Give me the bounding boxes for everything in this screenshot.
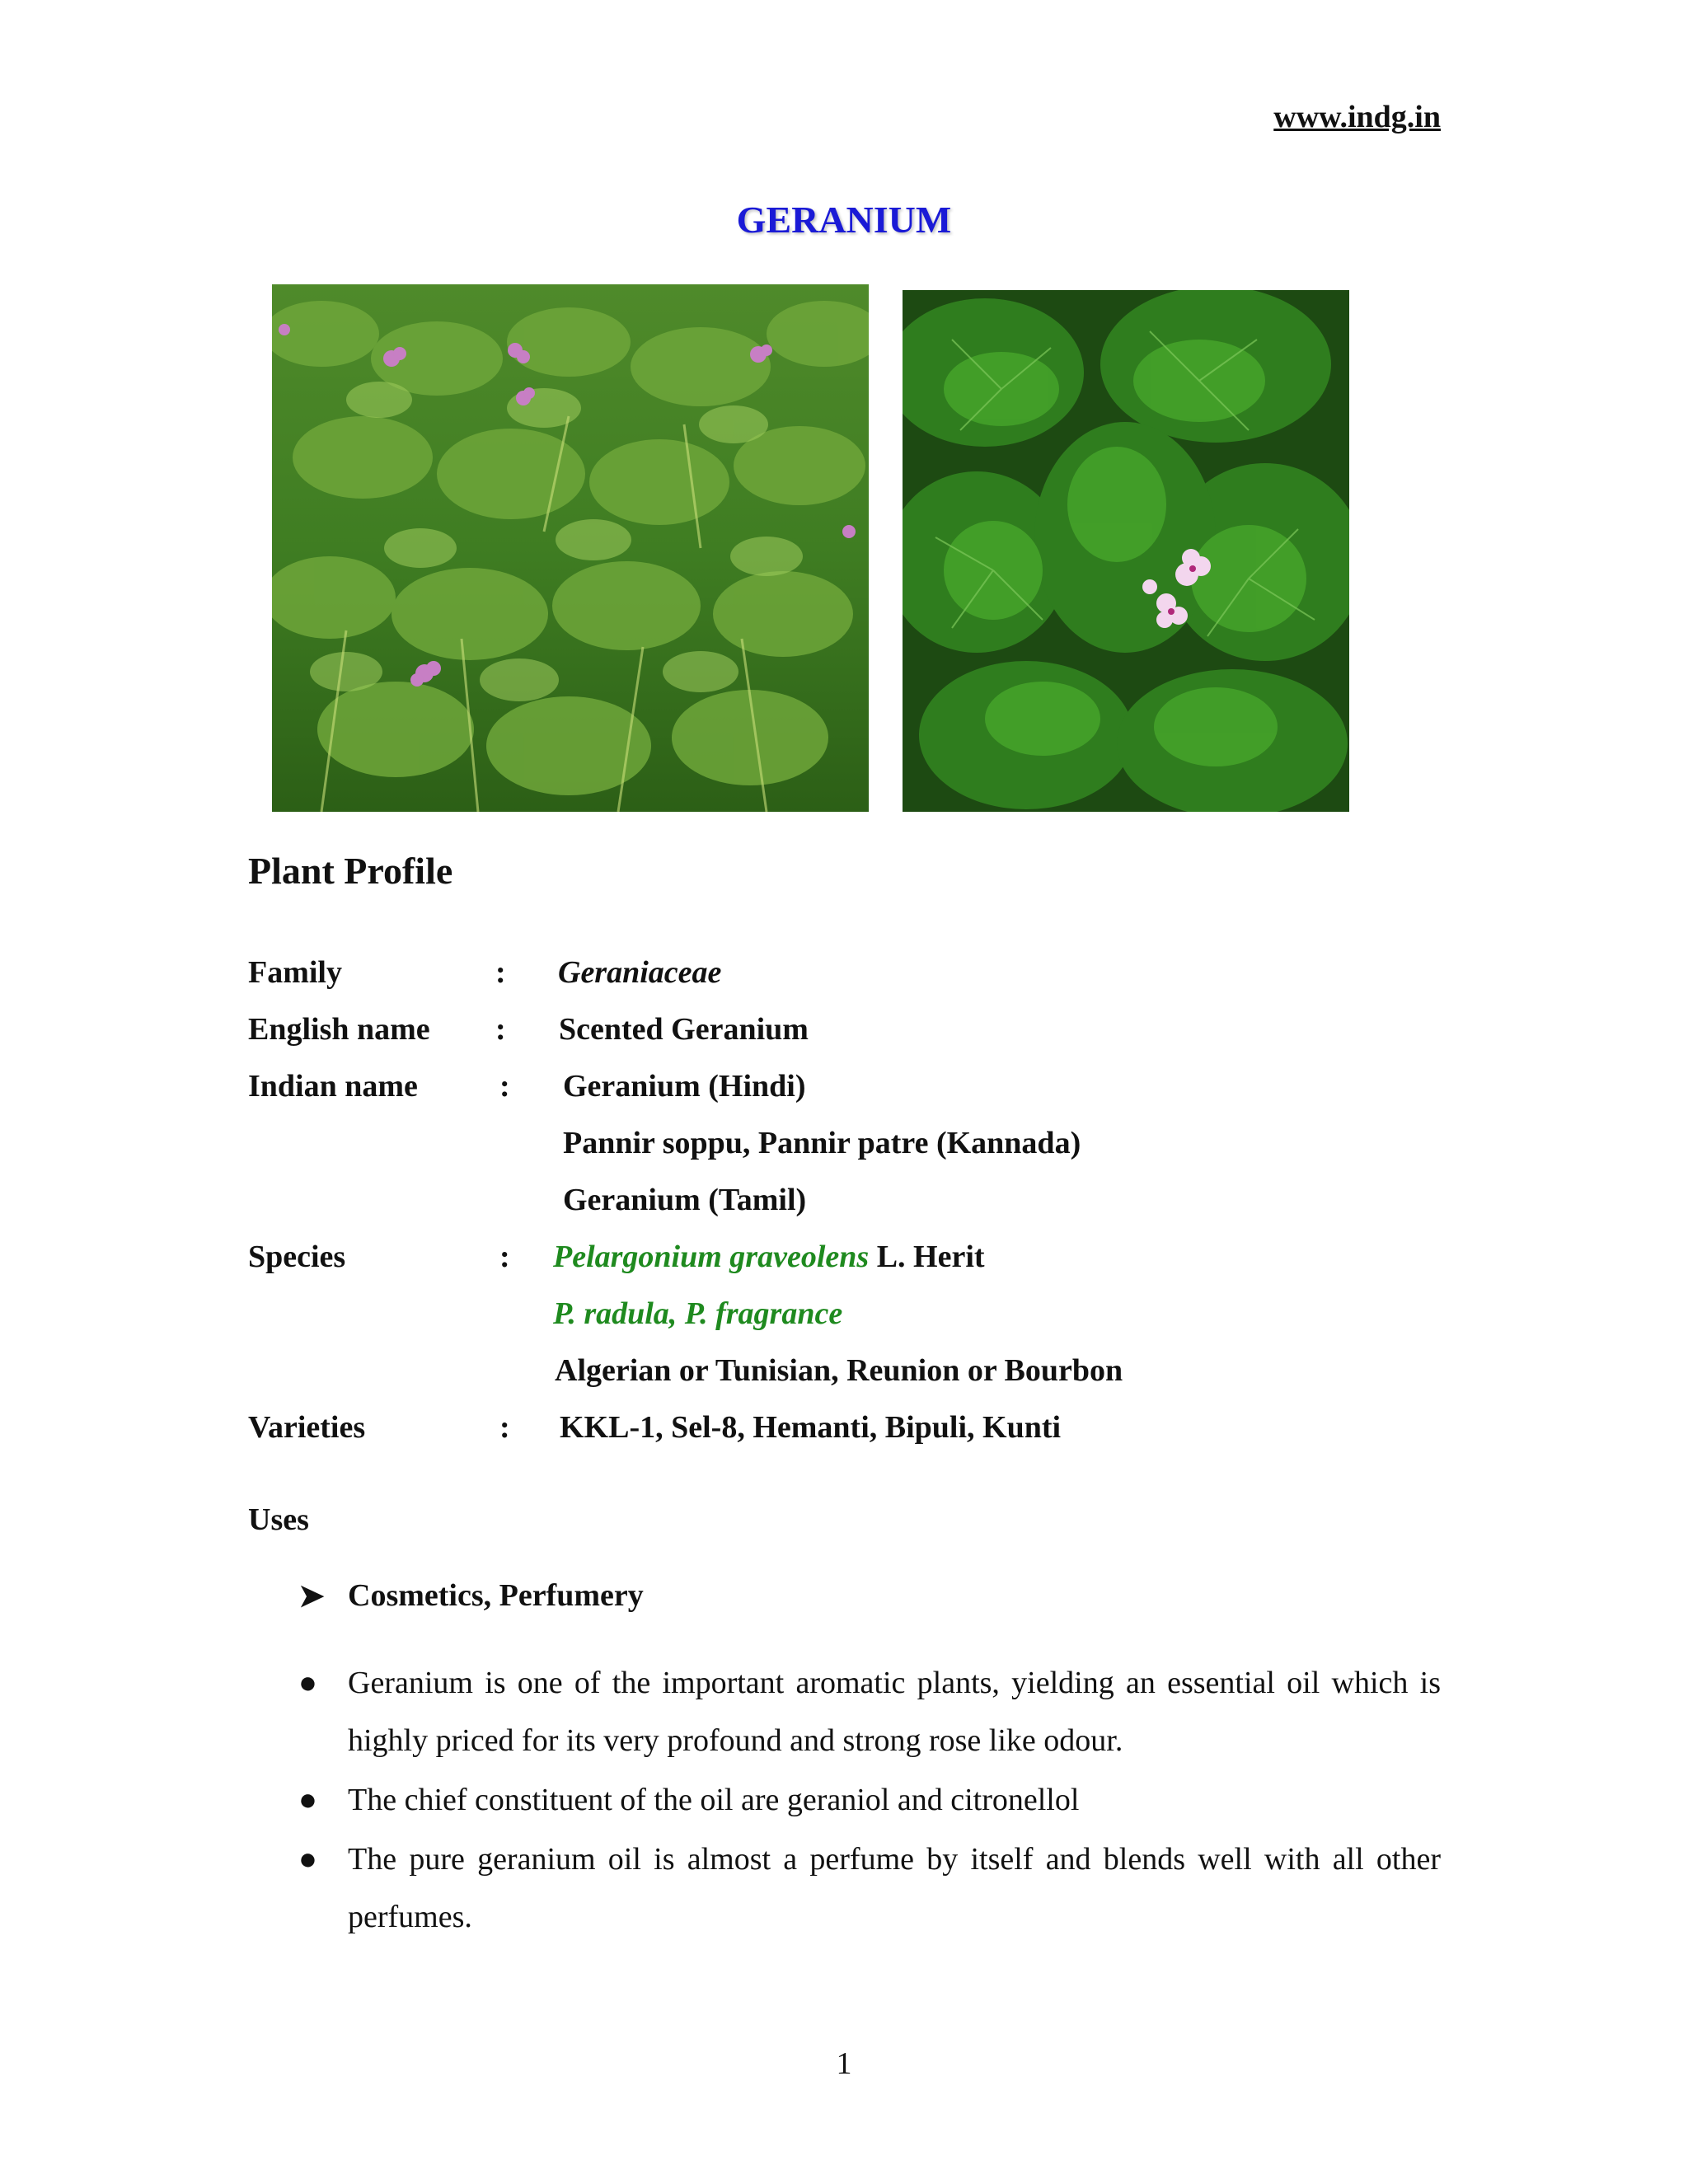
list-item bbox=[298, 1654, 1441, 1769]
species-authority: L. Herit bbox=[869, 1240, 985, 1274]
species-primary-name: Pelargonium graveolens bbox=[553, 1240, 870, 1274]
uses-heading: Uses bbox=[248, 1502, 309, 1537]
family-value: Geraniaceae bbox=[558, 955, 722, 990]
species-other-names: P. radula, P. fragrance bbox=[553, 1296, 843, 1331]
species-colon: : bbox=[499, 1240, 510, 1274]
list-item bbox=[298, 1830, 1441, 1946]
indian-name-hindi: Geranium (Hindi) bbox=[563, 1069, 806, 1104]
family-label: Family bbox=[248, 955, 342, 990]
indian-name-kannada: Pannir soppu, Pannir patre (Kannada) bbox=[563, 1126, 1081, 1160]
plant-profile-heading: Plant Profile bbox=[248, 850, 453, 892]
species-row-3 bbox=[248, 1350, 1567, 1391]
varieties-colon: : bbox=[499, 1410, 510, 1445]
geranium-closeup-photo bbox=[903, 290, 1349, 812]
bullet-dot-icon: ● bbox=[298, 1666, 317, 1700]
arrow-bullet-icon: ➤ bbox=[298, 1579, 325, 1614]
family-row bbox=[248, 952, 1567, 993]
species-value bbox=[553, 1236, 985, 1277]
indian-name-tamil: Geranium (Tamil) bbox=[563, 1183, 807, 1217]
english-name-colon: : bbox=[495, 1012, 506, 1047]
family-colon: : bbox=[495, 955, 506, 990]
indian-name-row-3 bbox=[248, 1179, 1567, 1221]
indian-name-colon: : bbox=[499, 1069, 510, 1104]
site-link[interactable]: www.indg.in bbox=[1273, 100, 1441, 134]
species-row bbox=[248, 1236, 1567, 1277]
bullet-dot-icon: ● bbox=[298, 1842, 317, 1877]
english-name-label: English name bbox=[248, 1012, 430, 1047]
varieties-label: Varieties bbox=[248, 1410, 366, 1445]
english-name-row bbox=[248, 1009, 1567, 1050]
uses-arrow-text: Cosmetics, Perfumery bbox=[348, 1578, 644, 1613]
indian-name-label: Indian name bbox=[248, 1069, 418, 1104]
page-number: 1 bbox=[836, 2046, 852, 2081]
species-types: Algerian or Tunisian, Reunion or Bourbon bbox=[555, 1353, 1123, 1388]
varieties-value: KKL-1, Sel-8, Hemanti, Bipuli, Kunti bbox=[560, 1410, 1062, 1445]
english-name-value: Scented Geranium bbox=[559, 1012, 809, 1047]
bullet-dot-icon: ● bbox=[298, 1783, 317, 1817]
indian-name-row-2 bbox=[248, 1122, 1567, 1164]
uses-bullet-list bbox=[298, 1654, 1441, 1947]
species-label: Species bbox=[248, 1240, 346, 1274]
geranium-field-photo bbox=[272, 284, 869, 812]
page-title: GERANIUM bbox=[736, 199, 952, 241]
bullet-text: Geranium is one of the important aromatic plants, yielding an essential oil which is highly priced for its very profound and strong rose like odour. bbox=[348, 1666, 1441, 1758]
indian-name-row bbox=[248, 1066, 1567, 1107]
species-row-2 bbox=[248, 1293, 1567, 1334]
list-item bbox=[298, 1771, 1441, 1829]
varieties-row bbox=[248, 1407, 1567, 1448]
bullet-text: The pure geranium oil is almost a perfume by itself and blends well with all other perfumes. bbox=[348, 1842, 1441, 1934]
bullet-text: The chief constituent of the oil are geraniol and citronellol bbox=[348, 1783, 1080, 1817]
